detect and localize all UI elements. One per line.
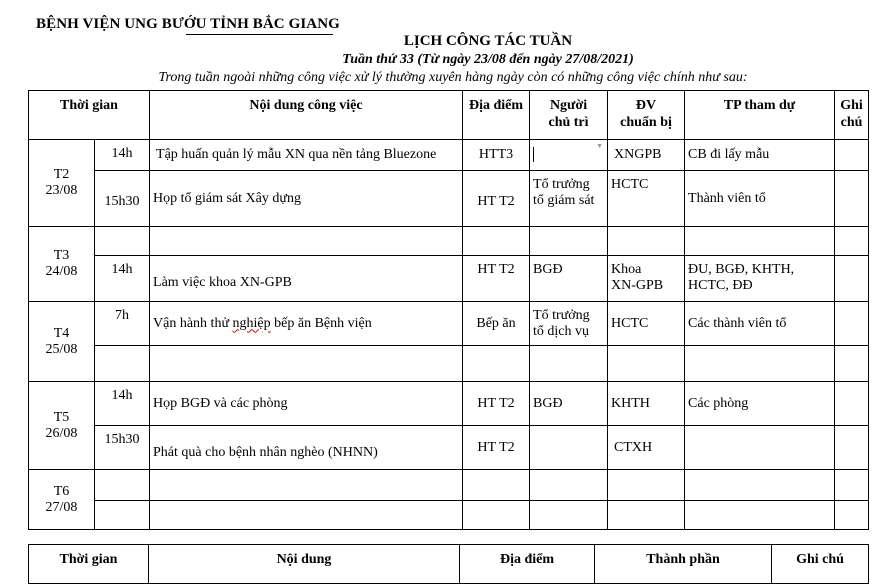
time-cell: 7h (95, 302, 150, 346)
attend-cell (685, 227, 835, 256)
note-cell (835, 171, 869, 227)
col-attend: TP tham dự (685, 91, 835, 140)
day-cell: T5 26/08 (29, 382, 95, 470)
place-cell (463, 227, 530, 256)
time-cell: 15h30 (95, 426, 150, 470)
time-cell (95, 227, 150, 256)
host-cell: Tổ trưởng tổ giám sát (530, 171, 608, 227)
content-cell: Tập huấn quản lý mẫu XN qua nền tảng Bluezone (150, 140, 463, 171)
time-cell: 14h (95, 382, 150, 426)
content-cell: Họp tổ giám sát Xây dựng (150, 171, 463, 227)
attend-cell (685, 346, 835, 382)
place-cell: HT T2 (463, 382, 530, 426)
content-cell: Họp BGĐ và các phòng (150, 382, 463, 426)
organization-name: BỆNH VIỆN UNG BƯỚU TỈNH BẮC GIANG (36, 16, 340, 32)
col-note-2: Ghi chú (772, 545, 869, 584)
note-cell (835, 346, 869, 382)
prep-cell (608, 470, 685, 501)
place-cell: HT T2 (463, 171, 530, 227)
table-row (29, 227, 869, 256)
col-time: Thời gian (29, 91, 150, 140)
attend-cell (685, 470, 835, 501)
content-cell: Phát quà cho bệnh nhân nghèo (NHNN) (150, 426, 463, 470)
note-cell (835, 256, 869, 302)
prep-cell (608, 346, 685, 382)
col-prep: ĐV chuẩn bị (608, 91, 685, 140)
note-cell (835, 501, 869, 530)
place-cell: HT T2 (463, 426, 530, 470)
week-subtitle: Tuần thứ 33 (Từ ngày 23/08 đến ngày 27/08/2021) (342, 52, 634, 67)
place-cell (463, 346, 530, 382)
prep-cell: HCTC (608, 302, 685, 346)
prep-cell (608, 227, 685, 256)
day-cell: T6 27/08 (29, 470, 95, 530)
col-members-2: Thành phần (595, 545, 772, 584)
time-cell: 14h (95, 140, 150, 171)
table-row (29, 256, 869, 302)
note-cell (835, 470, 869, 501)
table-row (29, 140, 869, 171)
table-row (29, 302, 869, 346)
place-cell (463, 470, 530, 501)
attend-cell: Các phòng (685, 382, 835, 426)
host-cell: BGĐ (530, 256, 608, 302)
attend-cell (685, 426, 835, 470)
col-place-2: Địa điểm (460, 545, 595, 584)
prep-cell: KHTH (608, 382, 685, 426)
prep-cell (608, 501, 685, 530)
col-note: Ghi chú (835, 91, 869, 140)
time-cell (95, 470, 150, 501)
content-cell (150, 470, 463, 501)
table-row (29, 346, 869, 382)
second-table (28, 544, 869, 584)
col-host: Người chủ trì (530, 91, 608, 140)
prep-cell: HCTC (608, 171, 685, 227)
host-cell: BGĐ (530, 382, 608, 426)
host-cell (530, 501, 608, 530)
content-cell: Làm việc khoa XN-GPB (150, 256, 463, 302)
table-row (29, 382, 869, 426)
table-row (29, 426, 869, 470)
col-time-2: Thời gian (29, 545, 149, 584)
content-cell: Vận hành thử nghiệp bếp ăn Bệnh viện (150, 302, 463, 346)
day-cell: T4 25/08 (29, 302, 95, 382)
dropdown-arrow-icon[interactable]: ▼ (596, 142, 604, 150)
host-cell (530, 426, 608, 470)
prep-cell: Khoa XN-GPB (608, 256, 685, 302)
content-cell (150, 501, 463, 530)
table-row (29, 470, 869, 501)
time-cell (95, 346, 150, 382)
attend-cell: Thành viên tổ (685, 171, 835, 227)
host-cell (530, 346, 608, 382)
page-title: LỊCH CÔNG TÁC TUẦN (403, 33, 573, 49)
col-content: Nội dung công việc (150, 91, 463, 140)
place-cell: Bếp ăn (463, 302, 530, 346)
note-cell (835, 426, 869, 470)
prep-cell: XNGPB (608, 140, 685, 171)
place-cell: HT T2 (463, 256, 530, 302)
attend-cell: Các thành viên tổ (685, 302, 835, 346)
host-cell-active[interactable] (530, 140, 608, 171)
note-cell (835, 382, 869, 426)
intro-text: Trong tuần ngoài những công việc xử lý thường xuyên hàng ngày còn có những công việc chính như sau: (158, 70, 748, 85)
col-content-2: Nội dung (149, 545, 460, 584)
host-cell (530, 227, 608, 256)
note-cell (835, 140, 869, 171)
time-cell (95, 501, 150, 530)
place-cell: HTT3 (463, 140, 530, 171)
header-row (29, 91, 869, 140)
content-cell (150, 227, 463, 256)
schedule-table (28, 90, 869, 530)
time-cell: 14h (95, 256, 150, 302)
col-place: Địa điểm (463, 91, 530, 140)
second-header-row (29, 545, 869, 584)
note-cell (835, 227, 869, 256)
spellcheck-word[interactable]: nghiệp (232, 315, 271, 331)
attend-cell (685, 501, 835, 530)
host-cell (530, 470, 608, 501)
attend-cell: ĐU, BGĐ, KHTH, HCTC, ĐĐ (685, 256, 835, 302)
place-cell (463, 501, 530, 530)
host-cell: Tổ trưởng tổ dịch vụ (530, 302, 608, 346)
content-cell (150, 346, 463, 382)
table-row (29, 171, 869, 227)
table-row (29, 501, 869, 530)
time-cell: 15h30 (95, 171, 150, 227)
day-cell: T2 23/08 (29, 140, 95, 227)
text-cursor (533, 147, 534, 162)
prep-cell: CTXH (608, 426, 685, 470)
attend-cell: CB đi lấy mẫu (685, 140, 835, 171)
note-cell (835, 302, 869, 346)
day-cell: T3 24/08 (29, 227, 95, 302)
